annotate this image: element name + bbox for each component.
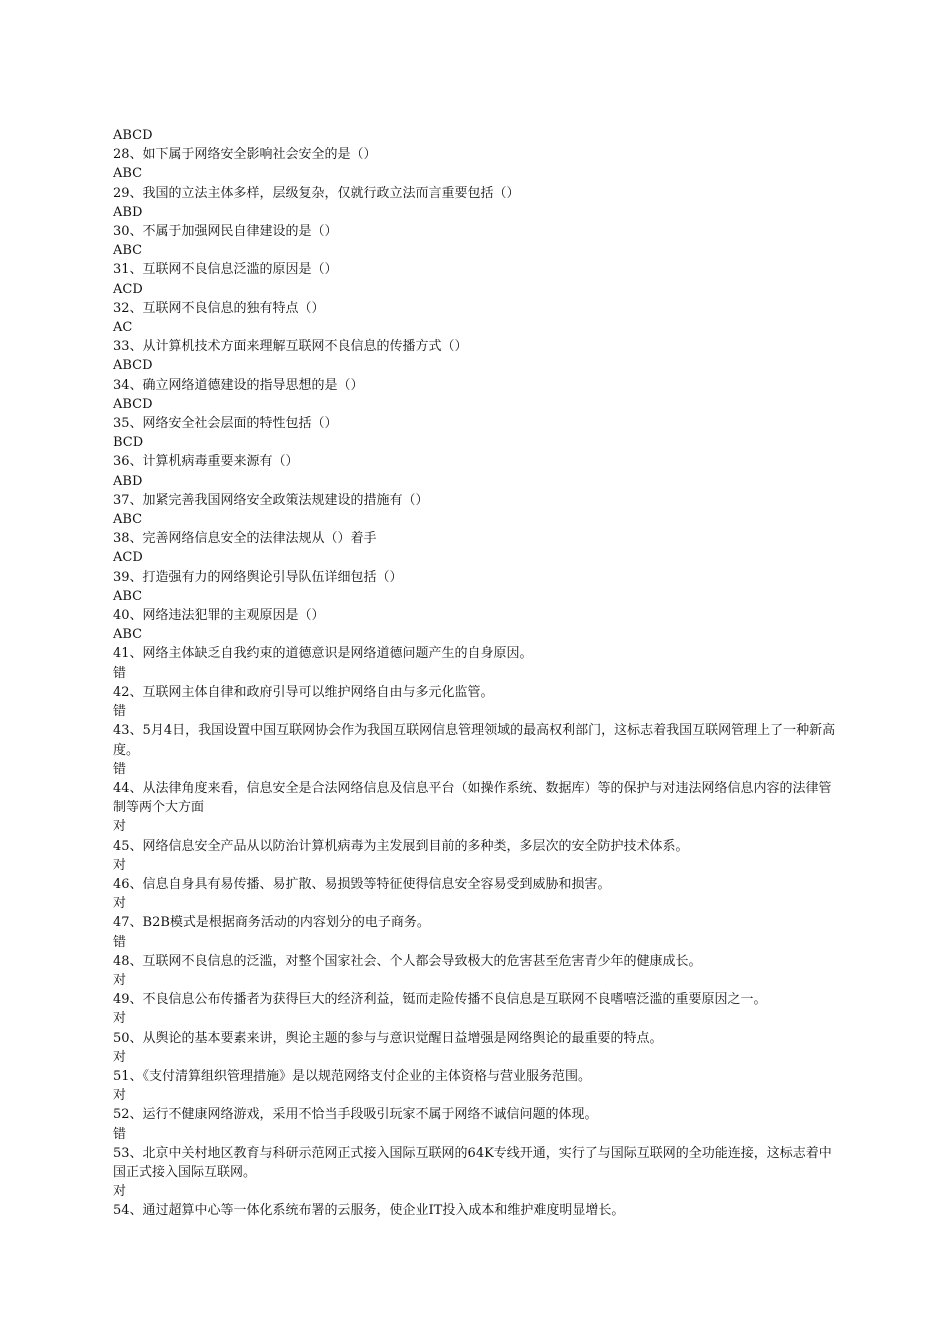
answer-line: ABC	[113, 588, 143, 604]
answer-line: ABD	[113, 473, 143, 489]
question-28: 28、如下属于网络安全影响社会安全的是（）	[113, 147, 377, 163]
question-48: 48、互联网不良信息的泛滥，对整个国家社会、个人都会导致极大的危害甚至危害青少年的健康成长。	[113, 953, 702, 969]
answer-line: 对	[113, 857, 127, 873]
answer-line: AC	[113, 320, 133, 336]
question-53: 53、北京中关村地区教育与科研示范网正式接入国际互联网的64K专线开通，实行了与国际互联网的全功能连接，这标志着中国正式接入国际互联网。	[113, 1145, 832, 1180]
answer-line: ACD	[113, 281, 143, 297]
answer-line: BCD	[113, 435, 144, 451]
answer-line: 错	[113, 761, 127, 777]
question-42: 42、互联网主体自律和政府引导可以维护网络自由与多元化监管。	[113, 684, 494, 700]
answer-line: 错	[113, 665, 127, 681]
answer-line: 对	[113, 1184, 127, 1200]
answer-line: ACD	[113, 550, 143, 566]
answer-line: ABD	[113, 204, 143, 220]
question-35: 35、网络安全社会层面的特性包括（）	[113, 416, 338, 432]
question-43: 43、5月4日，我国设置中国互联网协会作为我国互联网信息管理领域的最高权利部门，这标志着我国互联网管理上了一种新高度。	[113, 723, 836, 758]
question-32: 32、互联网不良信息的独有特点（）	[113, 300, 325, 316]
question-46: 46、信息自身具有易传播、易扩散、易损毁等特征使得信息安全容易受到威胁和损害。	[113, 876, 611, 892]
answer-line: 对	[113, 972, 127, 988]
question-30: 30、不属于加强网民自律建设的是（）	[113, 224, 338, 240]
answer-line: ABC	[113, 243, 143, 259]
answer-line: 错	[113, 704, 127, 720]
answer-line: 对	[113, 1011, 127, 1027]
question-33: 33、从计算机技术方面来理解互联网不良信息的传播方式（）	[113, 339, 468, 355]
answer-line: 错	[113, 934, 127, 950]
question-45: 45、网络信息安全产品从以防治计算机病毒为主发展到目前的多种类，多层次的安全防护技术体系。	[113, 838, 689, 854]
answer-line: ABCD	[113, 358, 153, 374]
question-34: 34、确立网络道德建设的指导思想的是（）	[113, 377, 364, 393]
answer-line: ABC	[113, 512, 143, 528]
answer-line: ABC	[113, 627, 143, 643]
question-38: 38、完善网络信息安全的法律法规从（）着手	[113, 531, 377, 547]
question-54: 54、通过超算中心等一体化系统布署的云服务，使企业IT投入成本和维护难度明显增长。	[113, 1203, 625, 1219]
answer-line: 对	[113, 819, 127, 835]
question-40: 40、网络违法犯罪的主观原因是（）	[113, 608, 325, 624]
question-31: 31、互联网不良信息泛滥的原因是（）	[113, 262, 338, 278]
question-44: 44、从法律角度来看，信息安全是合法网络信息及信息平台（如操作系统、数据库）等的保护与对违法网络信息内容的法律管制等两个大方面	[113, 780, 832, 816]
document-body	[113, 126, 838, 1221]
answer-line: 对	[113, 896, 127, 912]
question-36: 36、计算机病毒重要来源有（）	[113, 454, 299, 470]
question-49: 49、不良信息公布传播者为获得巨大的经济利益，铤而走险传播不良信息是互联网不良嗜嘻泛滥的重要原因之一。	[113, 992, 767, 1008]
question-50: 50、从舆论的基本要素来讲，舆论主题的参与与意识觉醒日益增强是网络舆论的最重要的特点。	[113, 1030, 663, 1046]
question-29: 29、我国的立法主体多样，层级复杂，仅就行政立法而言重要包括（）	[113, 185, 520, 201]
answer-line: 错	[113, 1126, 127, 1142]
answer-line: ABC	[113, 166, 143, 182]
question-41: 41、网络主体缺乏自我约束的道德意识是网络道德问题产生的自身原因。	[113, 646, 533, 662]
question-52: 52、运行不健康网络游戏，采用不恰当手段吸引玩家不属于网络不诚信问题的体现。	[113, 1107, 598, 1123]
answer-line: ABCD	[113, 128, 153, 143]
answer-line: 对	[113, 1088, 127, 1104]
question-37: 37、加紧完善我国网络安全政策法规建设的措施有（）	[113, 492, 429, 508]
question-51: 51、《支付清算组织管理措施》是以规范网络支付企业的主体资格与营业服务范围。	[113, 1068, 592, 1084]
answer-line: 对	[113, 1049, 127, 1065]
question-39: 39、打造强有力的网络舆论引导队伍详细包括（）	[113, 569, 403, 585]
answer-line: ABCD	[113, 396, 153, 412]
question-47: 47、B2B模式是根据商务活动的内容划分的电子商务。	[113, 915, 430, 931]
